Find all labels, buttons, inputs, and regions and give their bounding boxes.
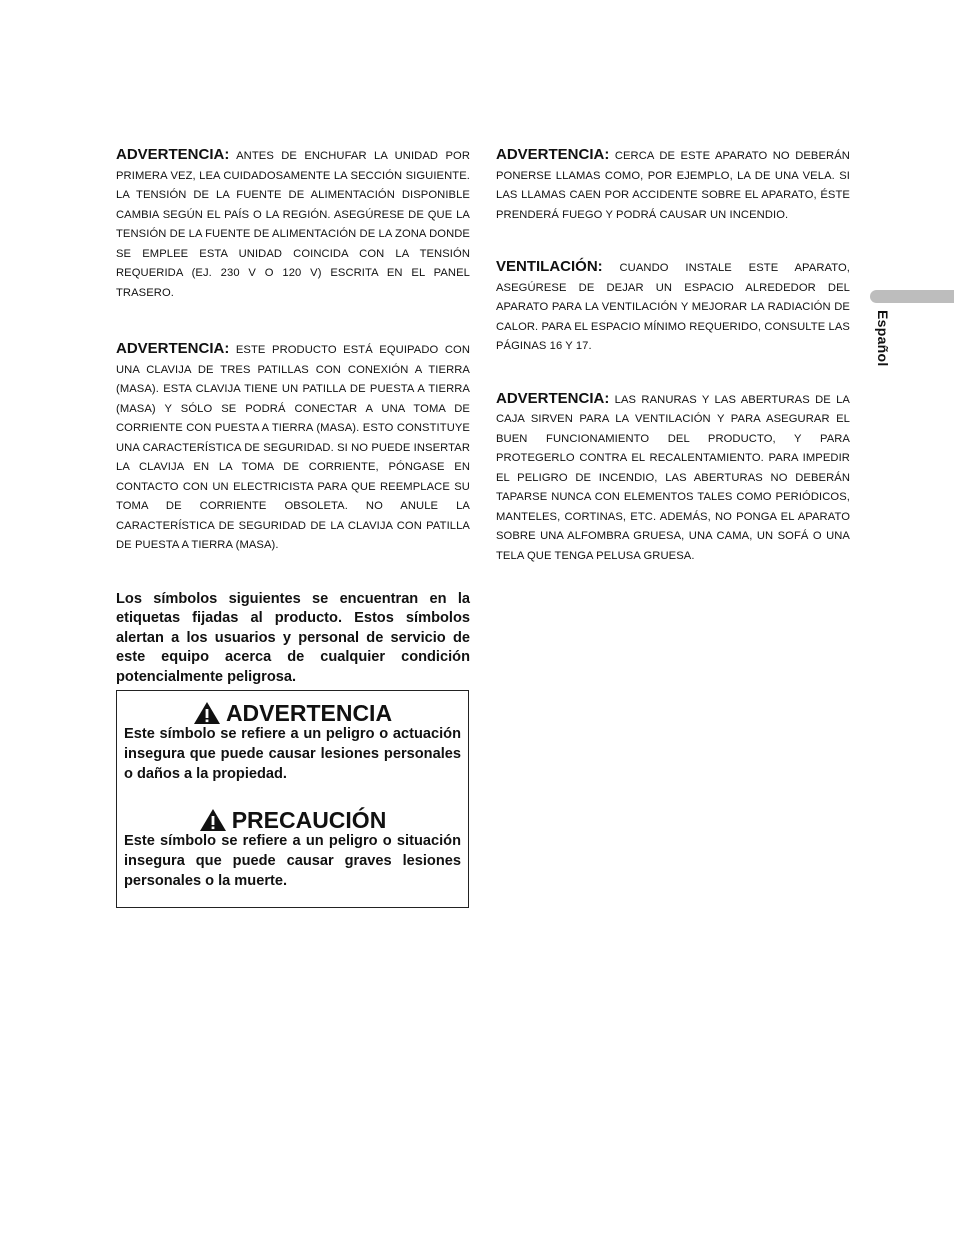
paragraph-lead: ADVERTENCIA: [496, 389, 610, 407]
left-column [116, 145, 470, 687]
warning-symbols-box [116, 690, 469, 908]
warning-heading [124, 701, 461, 725]
paragraph-lead: VENTILACIÓN: [496, 258, 603, 275]
paragraph-text: ESTE PRODUCTO ESTÁ EQUIPADO CON UNA CLAVIJA DE TRES PATILLAS CON CONEXIÓN A TIERRA (MASA). ESTA CLAVIJA TIENE UN PATILLA DE PUESTA A TIERRA (MASA) Y SÓLO SE PODRÁ CONECTAR A UNA TOMA DE CORRIENTE CON PUESTA A TIERRA (MASA). ESTO CONSTITUYE UNA CARACTERÍSTICA DE SEGURIDAD. SI NO PUEDE INSERTAR LA CLAVIJA EN LA TOMA DE CORRIENTE, PÓNGASE EN CONTACTO CON UN ELECTRICISTA PARA QUE REEMPLACE SU TOMA DE CORRIENTE OBSOLETA. NO ANULE LA CARACTERÍSTICA DE SEGURIDAD DE LA CLAVIJA CON PATILLA DE PUESTA A TIERRA (MASA). [116, 344, 470, 551]
language-tab-label: Español [875, 310, 891, 367]
right-column [496, 145, 850, 566]
warning-triangle-icon [199, 808, 227, 832]
warning-openings-paragraph [496, 389, 850, 567]
paragraph-text: LAS RANURAS Y LAS ABERTURAS DE LA CAJA SIRVEN PARA LA VENTILACIÓN Y PARA ASEGURAR EL BUEN FUNCIONAMIENTO DEL PRODUCTO, Y PARA PROTEGERLO CONTRA EL RECALENTAMIENTO. PARA IMPEDIR EL PELIGRO DE INCENDIO, LAS ABERTURAS NO DEBERÁN TAPARSE NUNCA CON ELEMENTOS TALES COMO PERIÓDICOS, MANTELES, CORTINAS, ETC. ADEMÁS, NO PONGA EL APARATO SOBRE UNA ALFOMBRA GRUESA, UNA CAMA, UN SOFÁ O UNA TELA QUE TENGA PELUSA GRUESA. [496, 393, 850, 562]
warning-flames-paragraph [496, 145, 850, 225]
ventilation-paragraph [496, 257, 850, 357]
warning-triangle-icon [193, 701, 221, 725]
paragraph-text: CERCA DE ESTE APARATO NO DEBERÁN PONERSE LLAMAS COMO, POR EJEMPLO, LA DE UNA VELA. SI LAS LLAMAS CAEN POR ACCIDENTE SOBRE EL APARATO, ÉSTE PRENDERÁ FUEGO Y PODRÁ CAUSAR UN INCENDIO. [496, 150, 850, 221]
warning-description: Este símbolo se refiere a un peligro o actuación insegura que puede causar lesiones personales o daños a la propiedad. [124, 726, 461, 782]
language-tab-marker [870, 290, 954, 303]
warning-grounding-paragraph [116, 339, 470, 556]
paragraph-lead: ADVERTENCIA: [116, 146, 230, 163]
paragraph-text: CUANDO INSTALE ESTE APARATO, ASEGÚRESE DE DEJAR UN ESPACIO ALREDEDOR DEL APARATO PARA LA VENTILACIÓN Y MEJORAR LA RADIACIÓN DE CALOR. PARA EL ESPACIO MÍNIMO REQUERIDO, CONSULTE LAS PÁGINAS 16 Y 17. [496, 262, 850, 352]
caution-description: Este símbolo se refiere a un peligro o situación insegura que puede causar graves lesiones personales o la muerte. [124, 833, 461, 889]
warning-title: ADVERTENCIA [225, 700, 393, 726]
paragraph-lead: ADVERTENCIA: [496, 146, 610, 163]
paragraph-lead: ADVERTENCIA: [116, 340, 230, 357]
warning-voltage-paragraph [116, 145, 470, 303]
caution-title: PRECAUCIÓN [231, 807, 387, 834]
paragraph-text: ANTES DE ENCHUFAR LA UNIDAD POR PRIMERA VEZ, LEA CUIDADOSAMENTE LA SECCIÓN SIGUIENTE. LA TENSIÓN DE LA FUENTE DE ALIMENTACIÓN DISPONIBLE CAMBIA SEGÚN EL PAÍS O LA REGIÓN. ASEGÚRESE DE QUE LA TENSIÓN DE LA FUENTE DE ALIMENTACIÓN DE LA ZONA DONDE SE EMPLEE ESTA UNIDAD COINCIDA CON LA TENSIÓN REQUERIDA (EJ. 230 V O 120 V) ESCRITA EN EL PANEL TRASERO. [116, 150, 470, 299]
caution-heading [124, 808, 461, 832]
symbols-intro-paragraph: Los símbolos siguientes se encuentran en la etiquetas fijadas al producto. Estos símbolos alertan a los usuarios y personal de servicio de este equipo acerca de cualquier condición potencialmente peligrosa. [116, 590, 470, 685]
